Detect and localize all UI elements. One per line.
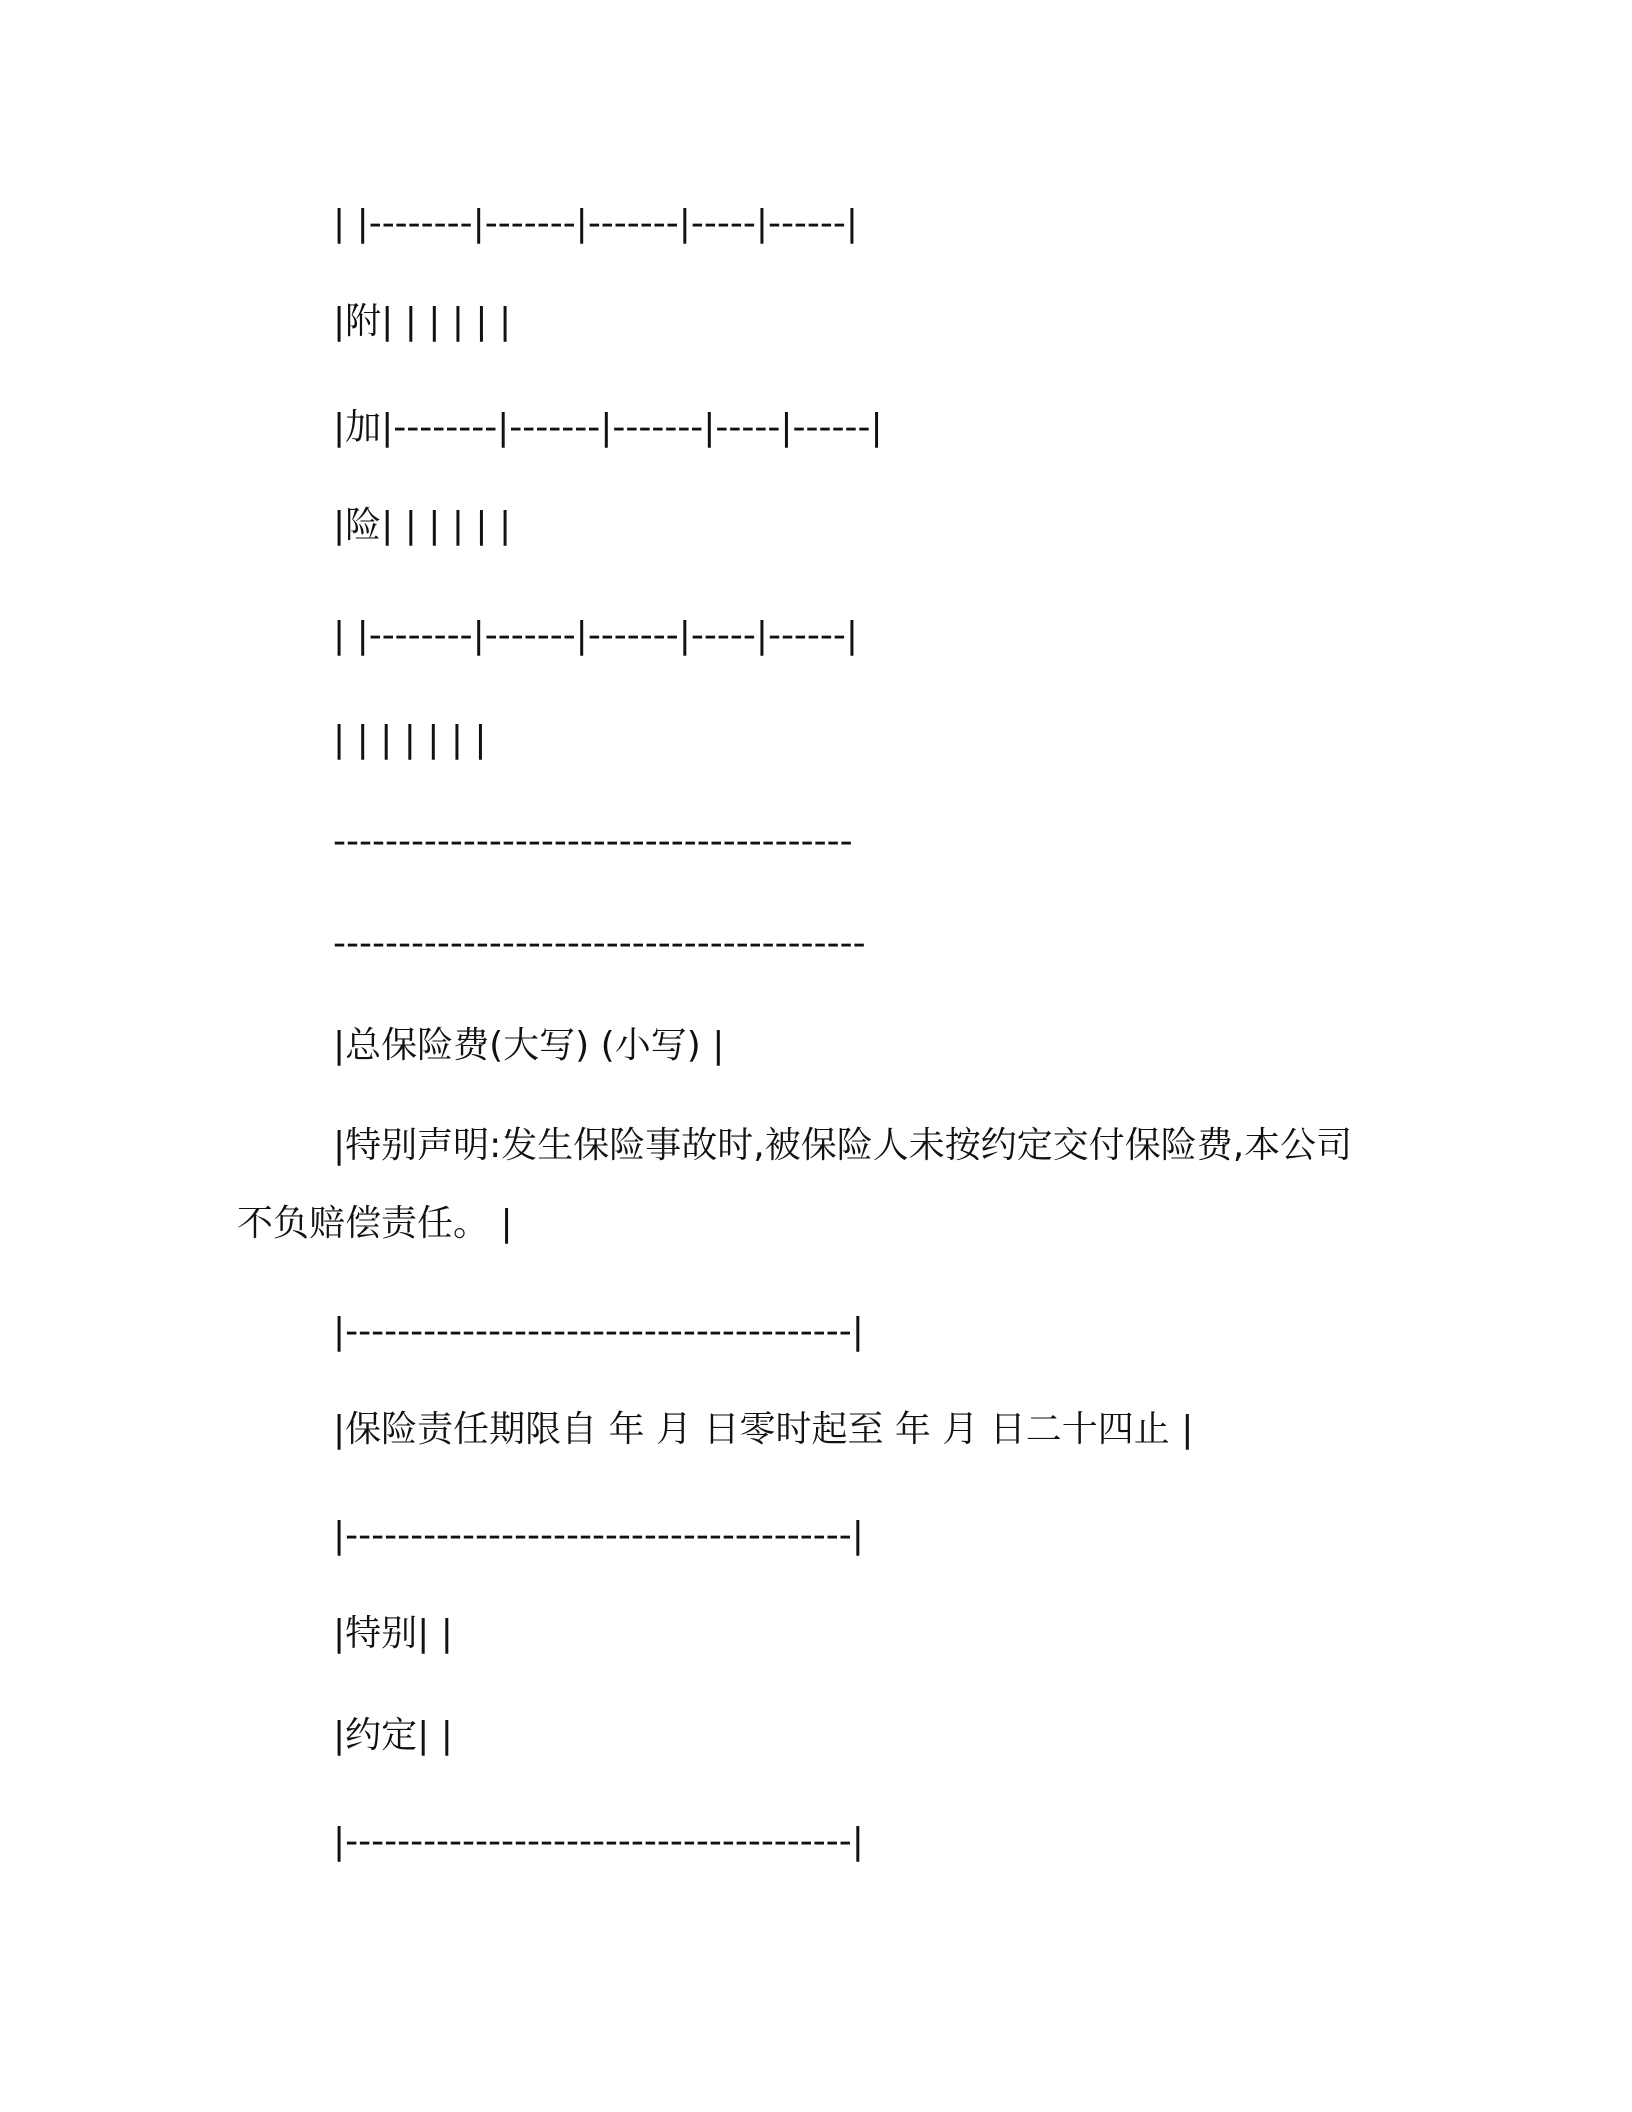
table-border-row: | |--------|-------|-------|-----|------| — [333, 203, 859, 244]
special-statement-row: |特别声明:发生保险事故时,被保险人未按约定交付保险费,本公司 — [333, 1125, 1353, 1166]
special-agreement-row-1: |特别| | — [333, 1613, 453, 1654]
table-border-row: | |--------|-------|-------|-----|------| — [333, 615, 859, 656]
insurance-period-row: |保险责任期限自 年 月 日零时起至 年 月 日二十四止 | — [333, 1409, 1194, 1450]
table-border-row: |---------------------------------------| — [333, 1515, 864, 1556]
table-row-xian: |险| | | | | | — [333, 505, 512, 546]
special-agreement-row-2: |约定| | — [333, 1715, 453, 1756]
table-row-fu: |附| | | | | | — [333, 301, 512, 342]
separator-line: ---------------------------------------- — [333, 821, 853, 862]
special-statement-continuation: 不负赔偿责任。 | — [237, 1203, 513, 1244]
table-border-row: |---------------------------------------| — [333, 1311, 864, 1352]
separator-line: ----------------------------------------- — [333, 923, 866, 964]
table-border-row: |---------------------------------------| — [333, 1821, 864, 1862]
total-premium-row: |总保险费(大写) (小写) | — [333, 1025, 725, 1066]
table-row-jia: |加|--------|-------|-------|-----|------| — [333, 407, 883, 448]
table-empty-row: | | | | | | | — [333, 719, 487, 760]
